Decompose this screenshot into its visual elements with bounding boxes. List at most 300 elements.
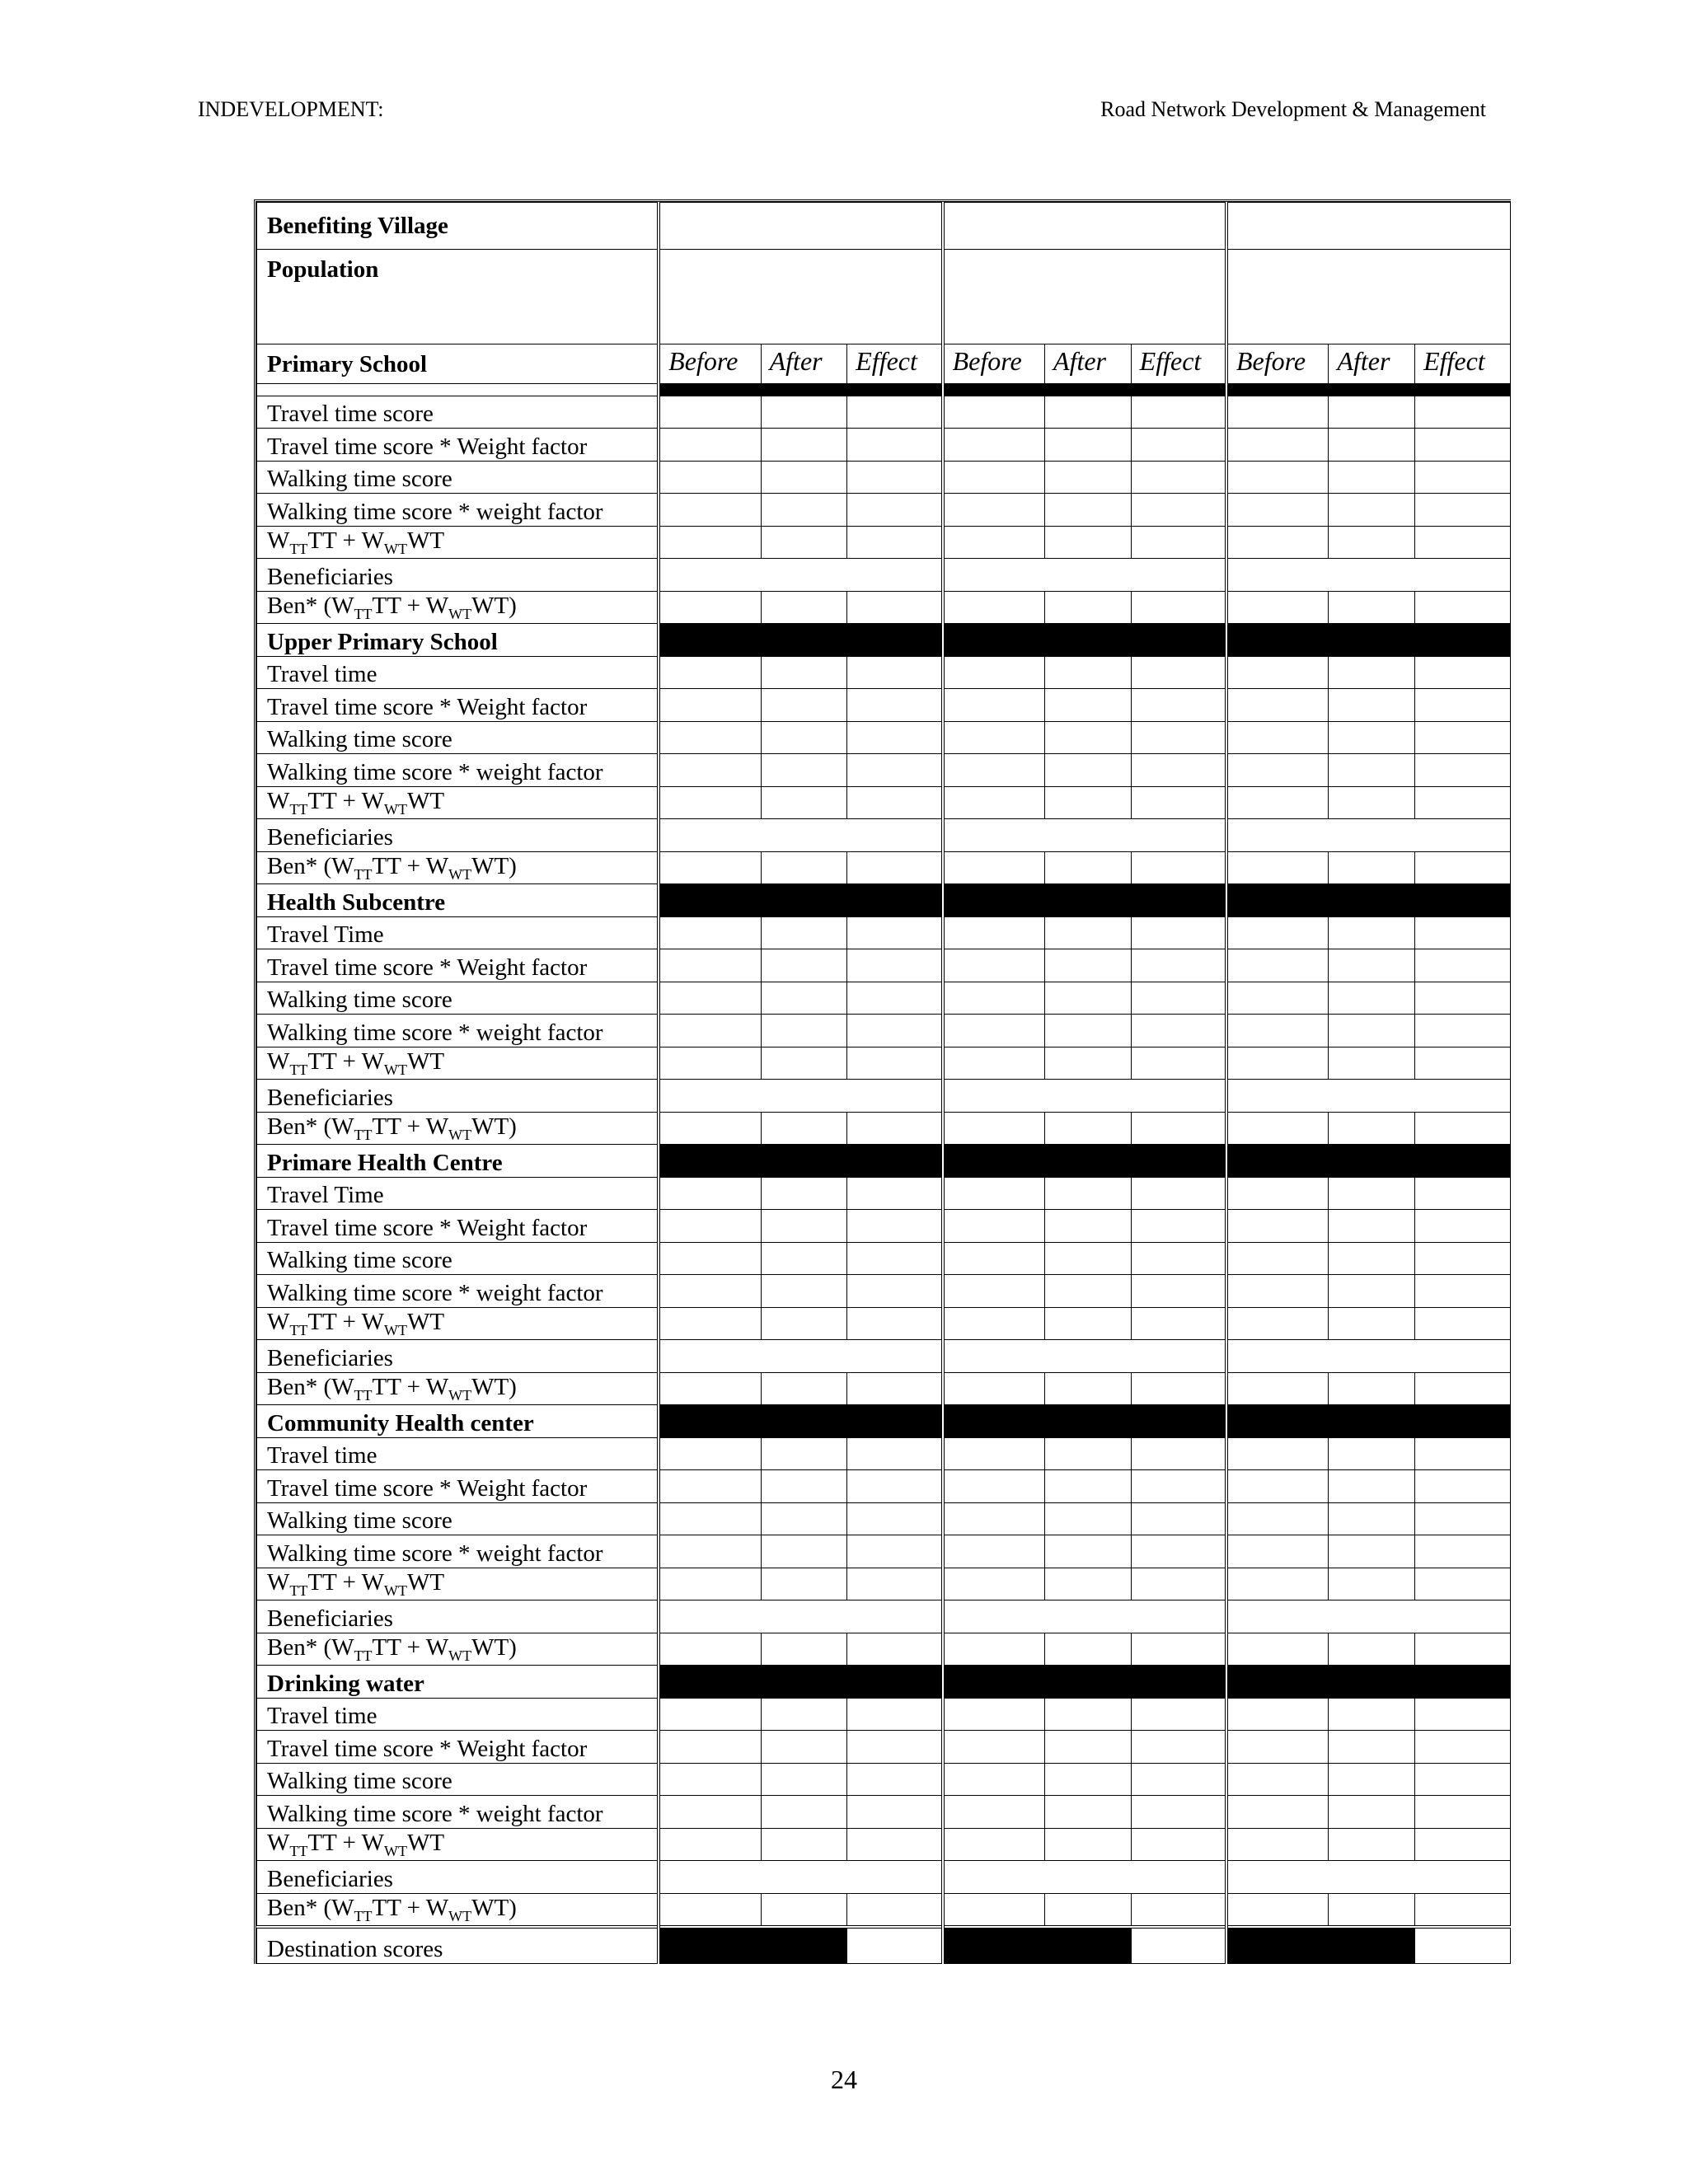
empty-cell[interactable]	[659, 949, 761, 982]
empty-cell[interactable]	[659, 851, 761, 884]
empty-cell[interactable]	[1329, 396, 1415, 429]
empty-cell[interactable]	[659, 689, 761, 722]
empty-cell[interactable]	[1226, 559, 1511, 592]
empty-cell[interactable]	[847, 1210, 943, 1243]
empty-cell[interactable]	[1329, 461, 1415, 494]
empty-cell[interactable]	[659, 1633, 761, 1666]
empty-cell[interactable]	[761, 1828, 847, 1861]
empty-cell[interactable]	[1415, 851, 1511, 884]
empty-cell[interactable]	[1329, 916, 1415, 949]
empty-cell[interactable]	[1226, 1601, 1511, 1633]
empty-cell[interactable]	[1045, 1470, 1132, 1503]
empty-cell[interactable]	[761, 754, 847, 787]
empty-cell[interactable]	[943, 1340, 1226, 1373]
empty-cell[interactable]	[761, 916, 847, 949]
empty-cell[interactable]	[1329, 1177, 1415, 1210]
empty-cell[interactable]	[761, 1112, 847, 1145]
empty-cell[interactable]	[943, 1112, 1045, 1145]
empty-cell[interactable]	[1045, 1828, 1132, 1861]
empty-cell[interactable]	[1226, 1828, 1329, 1861]
empty-cell[interactable]	[1226, 1275, 1329, 1308]
empty-cell[interactable]	[943, 461, 1045, 494]
empty-cell[interactable]	[761, 1437, 847, 1470]
empty-cell[interactable]	[943, 916, 1045, 949]
empty-cell[interactable]	[847, 1437, 943, 1470]
empty-cell[interactable]	[1226, 494, 1329, 527]
empty-cell[interactable]	[1329, 689, 1415, 722]
empty-cell[interactable]	[1415, 949, 1511, 982]
empty-cell[interactable]	[1415, 1437, 1511, 1470]
empty-cell[interactable]	[1131, 1015, 1226, 1047]
empty-cell[interactable]	[761, 1242, 847, 1275]
empty-cell[interactable]	[659, 1307, 761, 1340]
empty-cell[interactable]	[1415, 1177, 1511, 1210]
empty-cell[interactable]	[943, 819, 1226, 852]
empty-cell[interactable]	[761, 721, 847, 754]
empty-cell[interactable]	[1226, 1893, 1329, 1927]
empty-cell[interactable]	[1226, 1568, 1329, 1601]
empty-cell[interactable]	[847, 851, 943, 884]
empty-cell[interactable]	[761, 851, 847, 884]
empty-cell[interactable]	[1131, 1633, 1226, 1666]
empty-cell[interactable]	[761, 786, 847, 819]
empty-cell[interactable]	[847, 1047, 943, 1080]
empty-cell[interactable]	[1226, 851, 1329, 884]
empty-cell[interactable]	[1045, 1698, 1132, 1731]
empty-cell[interactable]	[1415, 1796, 1511, 1829]
empty-cell[interactable]	[1226, 1372, 1329, 1405]
empty-cell[interactable]	[943, 1633, 1045, 1666]
empty-cell[interactable]	[659, 1242, 761, 1275]
empty-cell[interactable]	[943, 786, 1045, 819]
empty-cell[interactable]	[1226, 689, 1329, 722]
empty-cell[interactable]	[1226, 1210, 1329, 1243]
empty-cell[interactable]	[1131, 1242, 1226, 1275]
empty-cell[interactable]	[943, 1502, 1045, 1535]
empty-cell[interactable]	[659, 1015, 761, 1047]
empty-cell[interactable]	[1226, 1242, 1329, 1275]
empty-cell[interactable]	[659, 1731, 761, 1764]
empty-cell[interactable]	[847, 1372, 943, 1405]
empty-cell[interactable]	[1045, 1242, 1132, 1275]
empty-cell[interactable]	[1131, 1372, 1226, 1405]
empty-cell[interactable]	[761, 1210, 847, 1243]
empty-cell[interactable]	[761, 1502, 847, 1535]
empty-cell[interactable]	[761, 1633, 847, 1666]
empty-cell[interactable]	[659, 591, 761, 624]
empty-cell[interactable]	[1329, 721, 1415, 754]
empty-cell[interactable]	[1045, 916, 1132, 949]
empty-cell[interactable]	[1415, 982, 1511, 1015]
empty-cell[interactable]	[761, 982, 847, 1015]
empty-cell[interactable]	[1226, 982, 1329, 1015]
empty-cell[interactable]	[761, 1275, 847, 1308]
empty-cell[interactable]	[847, 1731, 943, 1764]
empty-cell[interactable]	[1415, 1568, 1511, 1601]
empty-cell[interactable]	[761, 949, 847, 982]
empty-cell[interactable]	[847, 786, 943, 819]
empty-cell[interactable]	[1329, 1242, 1415, 1275]
empty-cell[interactable]	[659, 1698, 761, 1731]
destination-score-cell[interactable]	[1415, 1927, 1511, 1964]
empty-cell[interactable]	[1131, 786, 1226, 819]
empty-cell[interactable]	[1329, 1731, 1415, 1764]
empty-cell[interactable]	[1329, 656, 1415, 689]
empty-cell[interactable]	[943, 1372, 1045, 1405]
empty-cell[interactable]	[943, 1535, 1045, 1568]
empty-cell[interactable]	[659, 494, 761, 527]
empty-cell[interactable]	[1131, 1828, 1226, 1861]
empty-cell[interactable]	[1045, 721, 1132, 754]
empty-cell[interactable]	[1415, 656, 1511, 689]
empty-cell[interactable]	[659, 1861, 942, 1894]
empty-cell[interactable]	[659, 1177, 761, 1210]
empty-cell[interactable]	[1131, 591, 1226, 624]
empty-cell[interactable]	[847, 754, 943, 787]
empty-cell[interactable]	[847, 396, 943, 429]
empty-cell[interactable]	[659, 1601, 942, 1633]
empty-cell[interactable]	[761, 1177, 847, 1210]
empty-cell[interactable]	[1226, 1861, 1511, 1894]
empty-cell[interactable]	[1415, 721, 1511, 754]
empty-cell[interactable]	[761, 396, 847, 429]
empty-cell[interactable]	[761, 429, 847, 462]
empty-cell[interactable]	[1329, 1535, 1415, 1568]
empty-cell[interactable]	[1045, 1763, 1132, 1796]
empty-cell[interactable]	[659, 1470, 761, 1503]
empty-cell[interactable]	[1131, 494, 1226, 527]
empty-cell[interactable]	[1329, 1568, 1415, 1601]
empty-cell[interactable]	[1045, 754, 1132, 787]
empty-cell[interactable]	[1226, 1080, 1511, 1113]
empty-cell[interactable]	[1045, 1275, 1132, 1308]
empty-cell[interactable]	[659, 721, 761, 754]
empty-cell[interactable]	[943, 1177, 1045, 1210]
empty-cell[interactable]	[1045, 1210, 1132, 1243]
empty-cell[interactable]	[1329, 526, 1415, 559]
empty-cell[interactable]	[847, 1893, 943, 1927]
empty-cell[interactable]	[847, 1177, 943, 1210]
empty-cell[interactable]	[1045, 429, 1132, 462]
empty-cell[interactable]	[1329, 1502, 1415, 1535]
empty-cell[interactable]	[1045, 1535, 1132, 1568]
empty-cell[interactable]	[1131, 526, 1226, 559]
empty-cell[interactable]	[659, 819, 942, 852]
empty-cell[interactable]	[761, 461, 847, 494]
empty-cell[interactable]	[1329, 786, 1415, 819]
empty-cell[interactable]	[1226, 1437, 1329, 1470]
empty-cell[interactable]	[761, 1893, 847, 1927]
empty-cell[interactable]	[659, 526, 761, 559]
empty-cell[interactable]	[1226, 1796, 1329, 1829]
empty-cell[interactable]	[1045, 1502, 1132, 1535]
empty-cell[interactable]	[943, 1015, 1045, 1047]
empty-cell[interactable]	[943, 559, 1226, 592]
empty-cell[interactable]	[1131, 1698, 1226, 1731]
empty-cell[interactable]	[1329, 1307, 1415, 1340]
empty-cell[interactable]	[847, 949, 943, 982]
empty-cell[interactable]	[1226, 526, 1329, 559]
empty-cell[interactable]	[1415, 689, 1511, 722]
empty-cell[interactable]	[659, 1893, 761, 1927]
empty-cell[interactable]	[1415, 1828, 1511, 1861]
empty-cell[interactable]	[1226, 1502, 1329, 1535]
empty-cell[interactable]	[847, 656, 943, 689]
empty-cell[interactable]	[847, 1275, 943, 1308]
empty-cell[interactable]	[1415, 591, 1511, 624]
empty-cell[interactable]	[659, 1763, 761, 1796]
empty-cell[interactable]	[943, 1796, 1045, 1829]
empty-cell[interactable]	[943, 1080, 1226, 1113]
empty-cell[interactable]	[1131, 689, 1226, 722]
empty-cell[interactable]	[1045, 591, 1132, 624]
empty-cell[interactable]	[943, 1437, 1045, 1470]
empty-cell[interactable]	[1226, 656, 1329, 689]
empty-cell[interactable]	[1131, 1437, 1226, 1470]
empty-cell[interactable]	[943, 1242, 1045, 1275]
empty-cell[interactable]	[1329, 1633, 1415, 1666]
empty-cell[interactable]	[847, 429, 943, 462]
empty-cell[interactable]	[943, 851, 1045, 884]
empty-cell[interactable]	[943, 1210, 1045, 1243]
empty-cell[interactable]	[1415, 1502, 1511, 1535]
empty-cell[interactable]	[1226, 949, 1329, 982]
empty-cell[interactable]	[943, 1731, 1045, 1764]
empty-cell[interactable]	[847, 461, 943, 494]
empty-cell[interactable]	[847, 1568, 943, 1601]
empty-cell[interactable]	[761, 1372, 847, 1405]
empty-cell[interactable]	[659, 396, 761, 429]
empty-cell[interactable]	[1045, 461, 1132, 494]
empty-cell[interactable]	[1226, 786, 1329, 819]
empty-cell[interactable]	[943, 1828, 1045, 1861]
empty-cell[interactable]	[761, 1015, 847, 1047]
empty-cell[interactable]	[1329, 1893, 1415, 1927]
empty-cell[interactable]	[659, 1112, 761, 1145]
empty-cell[interactable]	[1415, 1633, 1511, 1666]
empty-cell[interactable]	[1045, 1015, 1132, 1047]
empty-cell[interactable]	[943, 949, 1045, 982]
empty-cell[interactable]	[943, 1047, 1045, 1080]
empty-cell[interactable]	[761, 1763, 847, 1796]
empty-cell[interactable]	[1045, 689, 1132, 722]
empty-cell[interactable]	[847, 1242, 943, 1275]
empty-cell[interactable]	[1415, 396, 1511, 429]
empty-cell[interactable]	[1226, 1698, 1329, 1731]
empty-cell[interactable]	[943, 721, 1045, 754]
empty-cell[interactable]	[761, 689, 847, 722]
empty-cell[interactable]	[1415, 526, 1511, 559]
empty-cell[interactable]	[1226, 754, 1329, 787]
empty-cell[interactable]	[943, 1698, 1045, 1731]
empty-cell[interactable]	[659, 656, 761, 689]
empty-cell[interactable]	[1226, 1535, 1329, 1568]
empty-cell[interactable]	[847, 1535, 943, 1568]
empty-cell[interactable]	[1329, 1372, 1415, 1405]
empty-cell[interactable]	[1329, 1015, 1415, 1047]
empty-cell[interactable]	[1226, 1470, 1329, 1503]
empty-cell[interactable]	[1131, 1502, 1226, 1535]
empty-cell[interactable]	[659, 1372, 761, 1405]
empty-cell[interactable]	[761, 1535, 847, 1568]
empty-cell[interactable]	[847, 916, 943, 949]
empty-cell[interactable]	[943, 982, 1045, 1015]
empty-cell[interactable]	[1131, 1047, 1226, 1080]
empty-cell[interactable]	[1329, 1437, 1415, 1470]
empty-cell[interactable]	[1045, 1731, 1132, 1764]
empty-cell[interactable]	[943, 1763, 1045, 1796]
destination-score-cell[interactable]	[1131, 1927, 1226, 1964]
empty-cell[interactable]	[1131, 461, 1226, 494]
empty-cell[interactable]	[1415, 754, 1511, 787]
empty-cell[interactable]	[943, 1601, 1226, 1633]
empty-cell[interactable]	[761, 1470, 847, 1503]
empty-cell[interactable]	[1045, 494, 1132, 527]
empty-cell[interactable]	[847, 1307, 943, 1340]
empty-cell[interactable]	[1131, 396, 1226, 429]
empty-cell[interactable]	[1226, 396, 1329, 429]
empty-cell[interactable]	[659, 1828, 761, 1861]
empty-cell[interactable]	[1226, 1177, 1329, 1210]
empty-cell[interactable]	[1415, 1210, 1511, 1243]
empty-cell[interactable]	[761, 1698, 847, 1731]
empty-cell[interactable]	[1226, 1112, 1329, 1145]
empty-cell[interactable]	[1329, 754, 1415, 787]
destination-score-cell[interactable]	[847, 1927, 943, 1964]
empty-cell[interactable]	[659, 1080, 942, 1113]
empty-cell[interactable]	[943, 1275, 1045, 1308]
empty-cell[interactable]	[1226, 1731, 1329, 1764]
empty-cell[interactable]	[847, 1112, 943, 1145]
empty-cell[interactable]	[1226, 1047, 1329, 1080]
empty-cell[interactable]	[1415, 916, 1511, 949]
empty-cell[interactable]	[761, 494, 847, 527]
empty-cell[interactable]	[1415, 1047, 1511, 1080]
empty-cell[interactable]	[943, 396, 1045, 429]
empty-cell[interactable]	[1329, 1698, 1415, 1731]
empty-cell[interactable]	[1045, 1047, 1132, 1080]
empty-cell[interactable]	[1415, 1112, 1511, 1145]
empty-cell[interactable]	[659, 1502, 761, 1535]
empty-cell[interactable]	[1329, 1796, 1415, 1829]
empty-cell[interactable]	[1415, 1307, 1511, 1340]
empty-cell[interactable]	[761, 591, 847, 624]
empty-cell[interactable]	[943, 1861, 1226, 1894]
empty-cell[interactable]	[1415, 786, 1511, 819]
empty-cell[interactable]	[659, 1568, 761, 1601]
empty-cell[interactable]	[847, 1470, 943, 1503]
empty-cell[interactable]	[943, 494, 1045, 527]
empty-cell[interactable]	[1329, 1047, 1415, 1080]
empty-cell[interactable]	[659, 982, 761, 1015]
empty-cell[interactable]	[847, 526, 943, 559]
empty-cell[interactable]	[847, 1796, 943, 1829]
empty-cell[interactable]	[1226, 1340, 1511, 1373]
empty-cell[interactable]	[943, 656, 1045, 689]
empty-cell[interactable]	[1226, 1307, 1329, 1340]
empty-cell[interactable]	[761, 526, 847, 559]
empty-cell[interactable]	[761, 656, 847, 689]
empty-cell[interactable]	[943, 1470, 1045, 1503]
empty-cell[interactable]	[1226, 1763, 1329, 1796]
empty-cell[interactable]	[943, 1568, 1045, 1601]
empty-cell[interactable]	[847, 982, 943, 1015]
empty-cell[interactable]	[1226, 591, 1329, 624]
empty-cell[interactable]	[1131, 656, 1226, 689]
empty-cell[interactable]	[1131, 721, 1226, 754]
empty-cell[interactable]	[1329, 949, 1415, 982]
empty-cell[interactable]	[1131, 851, 1226, 884]
empty-cell[interactable]	[1131, 1470, 1226, 1503]
empty-cell[interactable]	[847, 591, 943, 624]
empty-cell[interactable]	[1045, 1633, 1132, 1666]
empty-cell[interactable]	[1131, 1893, 1226, 1927]
empty-cell[interactable]	[659, 1047, 761, 1080]
empty-cell[interactable]	[943, 1893, 1045, 1927]
empty-cell[interactable]	[659, 461, 761, 494]
empty-cell[interactable]	[659, 786, 761, 819]
empty-cell[interactable]	[847, 494, 943, 527]
empty-cell[interactable]	[847, 1763, 943, 1796]
empty-cell[interactable]	[659, 559, 942, 592]
empty-cell[interactable]	[1045, 786, 1132, 819]
empty-cell[interactable]	[1226, 916, 1329, 949]
empty-cell[interactable]	[1131, 1210, 1226, 1243]
empty-cell[interactable]	[1045, 1796, 1132, 1829]
empty-cell[interactable]	[1131, 1275, 1226, 1308]
empty-cell[interactable]	[1131, 1112, 1226, 1145]
empty-cell[interactable]	[1329, 494, 1415, 527]
empty-cell[interactable]	[1415, 1242, 1511, 1275]
empty-cell[interactable]	[1415, 1372, 1511, 1405]
empty-cell[interactable]	[847, 1698, 943, 1731]
empty-cell[interactable]	[1045, 1568, 1132, 1601]
empty-cell[interactable]	[1131, 1731, 1226, 1764]
empty-cell[interactable]	[1045, 1112, 1132, 1145]
empty-cell[interactable]	[1045, 656, 1132, 689]
empty-cell[interactable]	[659, 1340, 942, 1373]
empty-cell[interactable]	[847, 1633, 943, 1666]
empty-cell[interactable]	[847, 1502, 943, 1535]
empty-cell[interactable]	[1131, 429, 1226, 462]
empty-cell[interactable]	[1045, 1893, 1132, 1927]
empty-cell[interactable]	[1131, 916, 1226, 949]
empty-cell[interactable]	[1226, 1633, 1329, 1666]
empty-cell[interactable]	[1226, 429, 1329, 462]
empty-cell[interactable]	[1329, 429, 1415, 462]
empty-cell[interactable]	[1329, 591, 1415, 624]
empty-cell[interactable]	[659, 754, 761, 787]
empty-cell[interactable]	[1045, 851, 1132, 884]
empty-cell[interactable]	[761, 1307, 847, 1340]
empty-cell[interactable]	[943, 591, 1045, 624]
empty-cell[interactable]	[847, 1828, 943, 1861]
empty-cell[interactable]	[1415, 1893, 1511, 1927]
empty-cell[interactable]	[659, 1535, 761, 1568]
empty-cell[interactable]	[659, 1275, 761, 1308]
empty-cell[interactable]	[659, 1796, 761, 1829]
empty-cell[interactable]	[761, 1796, 847, 1829]
empty-cell[interactable]	[1329, 1470, 1415, 1503]
empty-cell[interactable]	[1131, 1568, 1226, 1601]
empty-cell[interactable]	[943, 1307, 1045, 1340]
empty-cell[interactable]	[1131, 1796, 1226, 1829]
empty-cell[interactable]	[943, 526, 1045, 559]
empty-cell[interactable]	[1415, 429, 1511, 462]
empty-cell[interactable]	[761, 1568, 847, 1601]
empty-cell[interactable]	[1415, 1470, 1511, 1503]
empty-cell[interactable]	[943, 754, 1045, 787]
